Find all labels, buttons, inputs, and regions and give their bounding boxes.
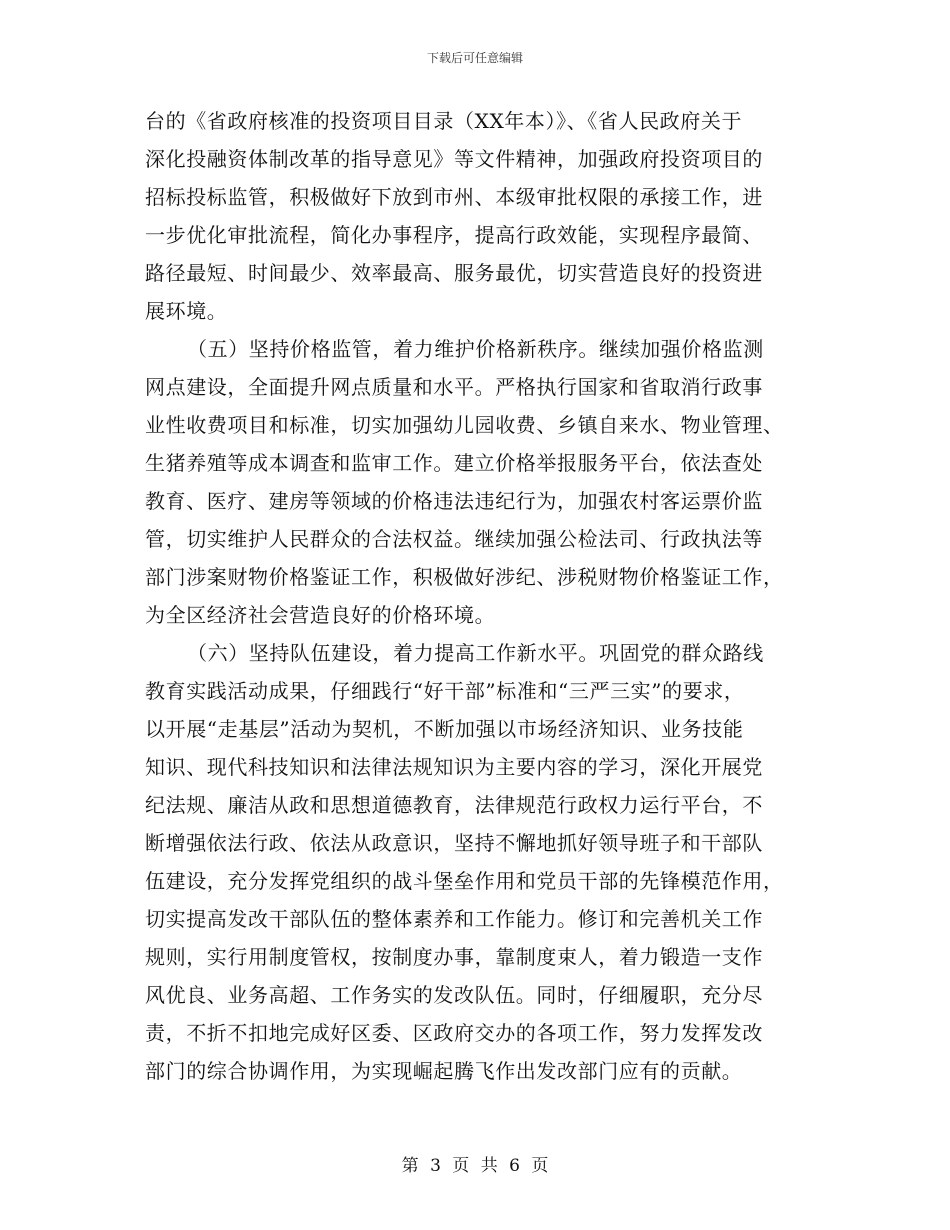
page-header: 下载后可任意编辑 [426, 51, 523, 65]
body-line: 风优良、业务高超、工作务实的发改队伍。同时，仔细履职，充分尽 [145, 983, 763, 1007]
body-line: 为全区经济社会营造良好的价格环境。 [145, 603, 496, 627]
body-line: 部门涉案财物价格鉴证工作，积极做好涉纪、涉税财物价格鉴证工作， [145, 565, 784, 589]
document-body [145, 102, 805, 1090]
body-line: 业性收费项目和标准，切实加强幼儿园收费、乡镇自来水、物业管理、 [145, 413, 784, 437]
body-line: 伍建设，充分发挥党组织的战斗堡垒作用和党员干部的先锋模范作用， [145, 869, 784, 893]
body-line: 一步优化审批流程，简化办事程序，提高行政效能，实现程序最简、 [145, 223, 763, 247]
body-line: 路径最短、时间最少、效率最高、服务最优，切实营造良好的投资进 [145, 261, 763, 285]
body-line: 知识、现代科技知识和法律法规知识为主要内容的学习，深化开展党 [145, 755, 763, 779]
body-line: 展环境。 [145, 299, 228, 323]
body-line: 规则，实行用制度管权，按制度办事，靠制度束人，着力锻造一支作 [145, 945, 763, 969]
paragraph-heading-line: （五）坚持价格监管，着力维护价格新秩序。继续加强价格监测 [187, 337, 764, 361]
body-line: 教育、医疗、建房等领域的价格违法违纪行为，加强农村客运票价监 [145, 489, 763, 513]
body-line: 责，不折不扣地完成好区委、区政府交办的各项工作，努力发挥发改 [145, 1021, 763, 1045]
body-line: 教育实践活动成果，仔细践行“好干部”标准和“三严三实”的要求， [145, 679, 745, 703]
body-line: 以开展“走基层”活动为契机，不断加强以市场经济知识、业务技能 [145, 717, 744, 741]
page-number-footer: 第 3 页 共 6 页 [401, 1156, 549, 1176]
body-line: 纪法规、廉洁从政和思想道德教育，法律规范行政权力运行平台，不 [145, 793, 763, 817]
body-line: 切实提高发改干部队伍的整体素养和工作能力。修订和完善机关工作 [145, 907, 763, 931]
paragraph-heading-line: （六）坚持队伍建设，着力提高工作新水平。巩固党的群众路线 [187, 641, 764, 665]
body-line: 网点建设，全面提升网点质量和水平。严格执行国家和省取消行政事 [145, 375, 763, 399]
body-line: 深化投融资体制改革的指导意见》等文件精神，加强政府投资项目的 [145, 147, 763, 171]
body-line: 台的《省政府核准的投资项目目录（XX年本）》、《省人民政府关于 [145, 109, 743, 133]
body-line: 招标投标监管，积极做好下放到市州、本级审批权限的承接工作，进 [145, 185, 763, 209]
body-line: 生猪养殖等成本调查和监审工作。建立价格举报服务平台，依法查处 [145, 451, 763, 475]
body-line: 部门的综合协调作用，为实现崛起腾飞作出发改部门应有的贡献。 [145, 1059, 743, 1083]
body-line: 管，切实维护人民群众的合法权益。继续加强公检法司、行政执法等 [145, 527, 763, 551]
body-line: 断增强依法行政、依法从政意识，坚持不懈地抓好领导班子和干部队 [145, 831, 763, 855]
